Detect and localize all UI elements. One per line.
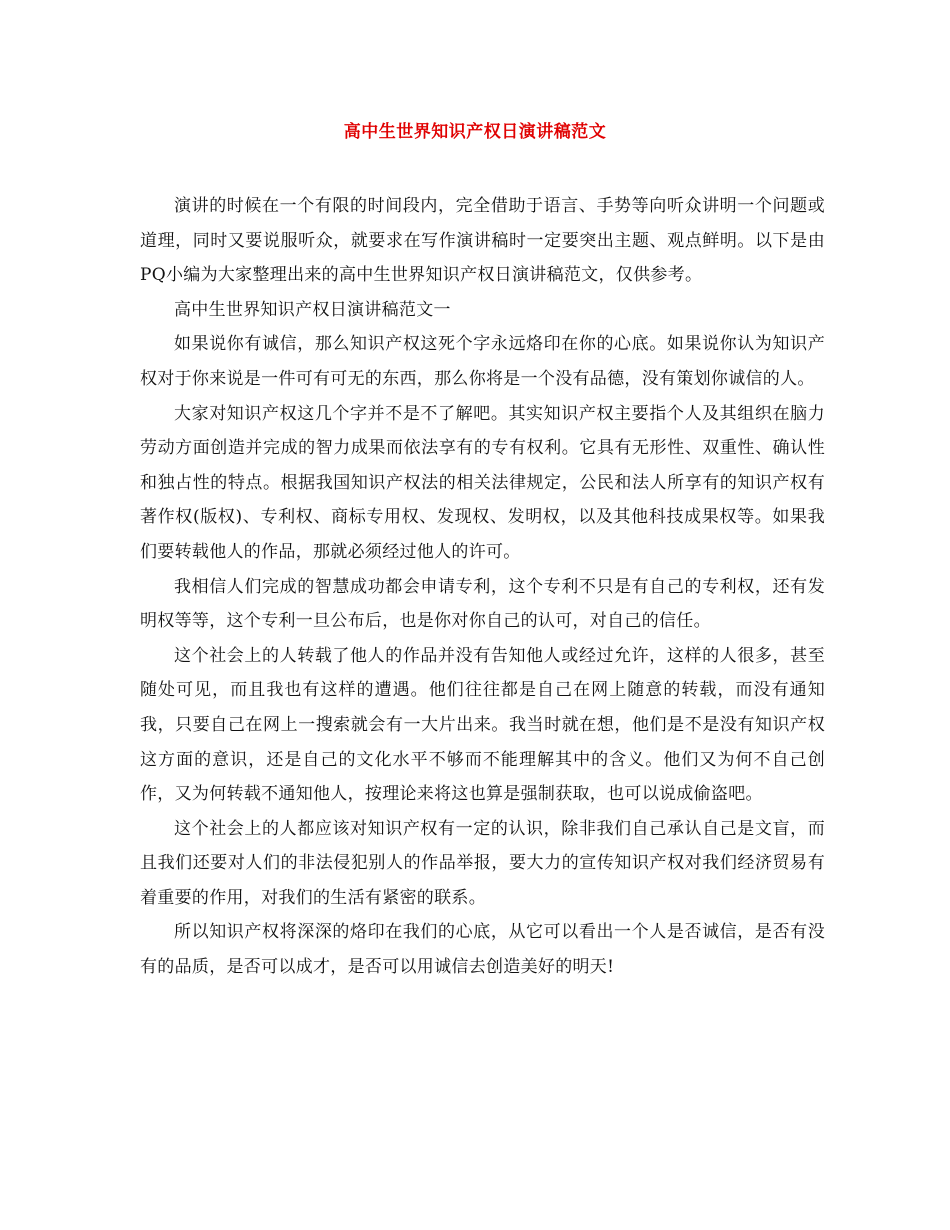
paragraph-closing: 所以知识产权将深深的烙印在我们的心底，从它可以看出一个人是否诚信，是否有没有的品质，是否可以成才，是否可以用诚信去创造美好的明天! — [140, 922, 825, 978]
paragraph: 如果说你有诚信，那么知识产权这死个字永远烙印在你的心底。如果说你认为知识产权对于你来说是一件可有可无的东西，那么你将是一个没有品德，没有策划你诚信的人。 — [140, 334, 825, 389]
paragraph: 这个社会上的人转载了他人的作品并没有告知他人或经过允许，这样的人很多，甚至随处可见，而且我也有这样的遭遇。他们往往都是自己在网上随意的转载，而没有通知我，只要自己在网上一搜索就会有一大片出来。我当时就在想，他们是不是没有知识产权这方面的意识，还是自己的文化水平不够而不能理解其中的含义。他们又为何不自己创作，又为何转载不通知他人，按理论来将这也算是强制获取，也可以说成偷盗吧。 — [140, 645, 825, 805]
paragraph-intro: 演讲的时候在一个有限的时间段内，完全借助于语言、手势等向听众讲明一个问题或道理，同时又要说服听众，就要求在写作演讲稿时一定要突出主题、观点鲜明。以下是由PQ小编为大家整理出来的高中生世界知识产权日演讲稿范文，仅供参考。 — [140, 196, 825, 286]
paragraph-section-heading: 高中生世界知识产权日演讲稿范文一 — [174, 299, 451, 320]
document-body — [140, 189, 825, 985]
paragraph: 我相信人们完成的智慧成功都会申请专利，这个专利不只是有自己的专利权，还有发明权等等，这个专利一旦公布后，也是你对你自己的认可，对自己的信任。 — [140, 576, 825, 632]
document-title: 高中生世界知识产权日演讲稿范文 — [343, 122, 607, 142]
paragraph: 这个社会上的人都应该对知识产权有一定的认识，除非我们自己承认自己是文盲，而且我们还要对人们的非法侵犯别人的作品举报，要大力的宣传知识产权对我们经济贸易有着重要的作用，对我们的生活有紧密的联系。 — [140, 818, 825, 908]
paragraph: 大家对知识产权这几个字并不是不了解吧。其实知识产权主要指个人及其组织在脑力劳动方面创造并完成的智力成果而依法享有的专有权利。它具有无形性、双重性、确认性和独占性的特点。根据我国知识产权法的相关法律规定，公民和法人所享有的知识产权有著作权(版权)、专利权、商标专用权、发现权、发明权，以及其他科技成果权等。如果我们要转载他人的作品，那就必须经过他人的许可。 — [140, 403, 825, 562]
